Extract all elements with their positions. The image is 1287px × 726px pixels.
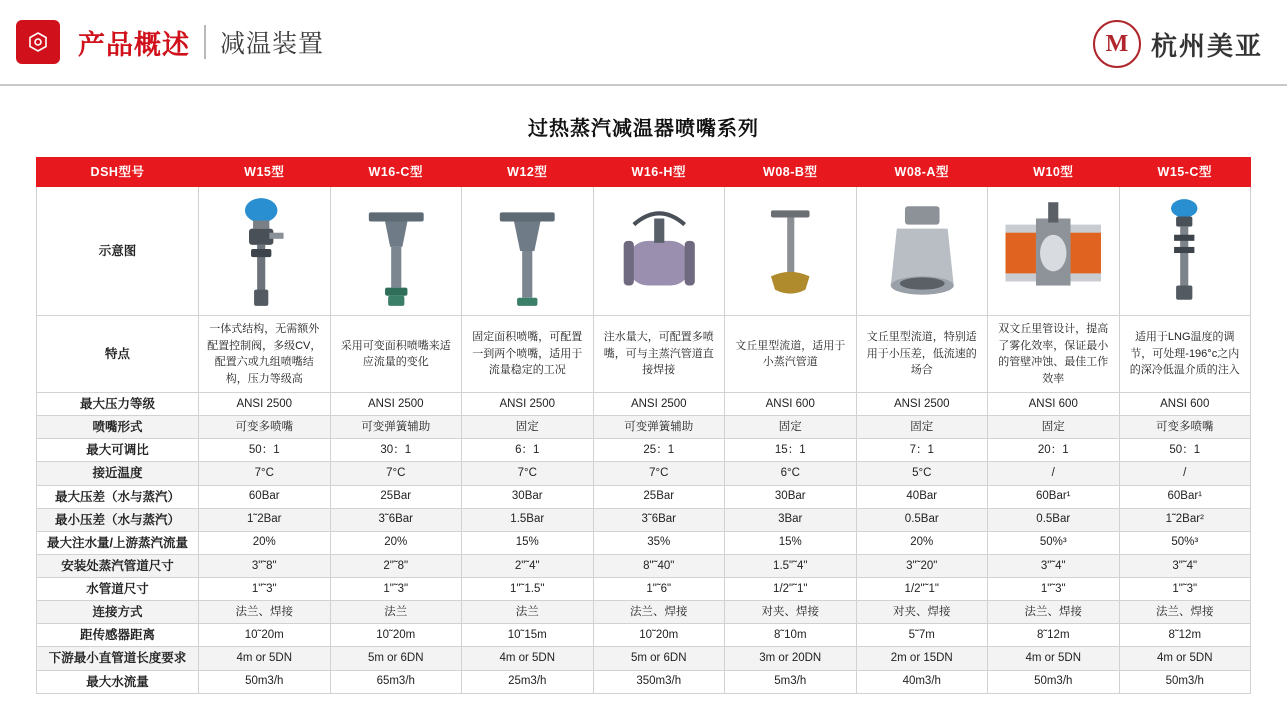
row-label: 水管道尺寸 <box>37 578 199 601</box>
document-title: 过热蒸汽减温器喷嘴系列 <box>528 118 759 140</box>
table-row <box>37 316 1251 393</box>
cell-r10-c3: 1"˜6" <box>593 578 725 601</box>
table-row <box>37 670 1251 693</box>
cell-r10-c7: 1"˜3" <box>1119 578 1251 601</box>
cell-r11-c5: 对夹、焊接 <box>856 601 988 624</box>
cell-r7-c3: 3˜6Bar <box>593 508 725 531</box>
brand-name: 杭州美亚 <box>1150 30 1263 61</box>
row-label: 接近温度 <box>37 462 199 485</box>
column-header-0: DSH型号 <box>37 158 199 187</box>
cell-r12-c3: 10˜20m <box>593 624 725 647</box>
row-label: 最小压差（水与蒸汽） <box>37 508 199 531</box>
table-row <box>37 416 1251 439</box>
row-label: 最大水流量 <box>37 670 199 693</box>
cell-r13-c5: 2m or 15DN <box>856 647 988 670</box>
cell-r7-c0: 1˜2Bar <box>199 508 331 531</box>
cell-r8-c1: 20% <box>330 531 462 554</box>
table-row <box>37 647 1251 670</box>
table-row <box>37 601 1251 624</box>
row-label: 喷嘴形式 <box>37 416 199 439</box>
cell-r2-c1: ANSI 2500 <box>330 393 462 416</box>
cell-r9-c4: 1.5"˜4" <box>725 554 857 577</box>
cell-r6-c5: 40Bar <box>856 485 988 508</box>
cell-r1-c5: 文丘里型流道，特别适用于小压差，低流速的场合 <box>856 316 988 393</box>
column-header-7: W10型 <box>988 158 1120 187</box>
cell-r2-c6: ANSI 600 <box>988 393 1120 416</box>
cell-r12-c4: 8˜10m <box>725 624 857 647</box>
column-header-8: W15-C型 <box>1119 158 1251 187</box>
cell-r7-c2: 1.5Bar <box>462 508 594 531</box>
cell-r4-c2: 6：1 <box>462 439 594 462</box>
table-head <box>37 158 1251 187</box>
cell-r9-c7: 3"˜4" <box>1119 554 1251 577</box>
cell-r4-c3: 25：1 <box>593 439 725 462</box>
cell-r4-c1: 30：1 <box>330 439 462 462</box>
cell-r14-c5: 40m3/h <box>856 670 988 693</box>
cell-r5-c5: 5°C <box>856 462 988 485</box>
spec-table <box>36 157 1251 694</box>
cell-r8-c5: 20% <box>856 531 988 554</box>
cell-r4-c4: 15：1 <box>725 439 857 462</box>
cell-r9-c6: 3"˜4" <box>988 554 1120 577</box>
cell-r10-c0: 1"˜3" <box>199 578 331 601</box>
nozzle-w12-diagram <box>462 187 594 316</box>
cell-r3-c4: 固定 <box>725 416 857 439</box>
nozzle-w16c-diagram <box>330 187 462 316</box>
cell-r7-c4: 3Bar <box>725 508 857 531</box>
cell-r6-c6: 60Bar¹ <box>988 485 1120 508</box>
cell-r2-c3: ANSI 2500 <box>593 393 725 416</box>
cell-r7-c6: 0.5Bar <box>988 508 1120 531</box>
cell-r5-c1: 7°C <box>330 462 462 485</box>
cell-r12-c6: 8˜12m <box>988 624 1120 647</box>
cell-r14-c1: 65m3/h <box>330 670 462 693</box>
cell-r10-c4: 1/2"˜1" <box>725 578 857 601</box>
cell-r13-c3: 5m or 6DN <box>593 647 725 670</box>
cell-r12-c1: 10˜20m <box>330 624 462 647</box>
cell-r12-c0: 10˜20m <box>199 624 331 647</box>
cell-r12-c5: 5˜7m <box>856 624 988 647</box>
cell-r6-c0: 60Bar <box>199 485 331 508</box>
table-row <box>37 485 1251 508</box>
nozzle-w08a-diagram <box>856 187 988 316</box>
cell-r13-c7: 4m or 5DN <box>1119 647 1251 670</box>
cell-r12-c7: 8˜12m <box>1119 624 1251 647</box>
column-header-5: W08-B型 <box>725 158 857 187</box>
row-label: 安装处蒸汽管道尺寸 <box>37 554 199 577</box>
cell-r1-c1: 采用可变面积喷嘴来适应流量的变化 <box>330 316 462 393</box>
cell-r13-c4: 3m or 20DN <box>725 647 857 670</box>
cell-r2-c4: ANSI 600 <box>725 393 857 416</box>
row-label: 最大压差（水与蒸汽） <box>37 485 199 508</box>
cell-r11-c1: 法兰 <box>330 601 462 624</box>
cell-r11-c4: 对夹、焊接 <box>725 601 857 624</box>
cell-r14-c2: 25m3/h <box>462 670 594 693</box>
hexagon-logo-icon <box>16 20 60 64</box>
cell-r13-c0: 4m or 5DN <box>199 647 331 670</box>
cell-r12-c2: 10˜15m <box>462 624 594 647</box>
cell-r10-c6: 1"˜3" <box>988 578 1120 601</box>
cell-r8-c6: 50%³ <box>988 531 1120 554</box>
nozzle-w15c-diagram <box>1119 187 1251 316</box>
cell-r14-c0: 50m3/h <box>199 670 331 693</box>
nozzle-w10-diagram <box>988 187 1120 316</box>
cell-r1-c2: 固定面积喷嘴，可配置一到两个喷嘴，适用于流量稳定的工况 <box>462 316 594 393</box>
cell-r10-c2: 1"˜1.5" <box>462 578 594 601</box>
cell-r4-c5: 7：1 <box>856 439 988 462</box>
cell-r5-c6: / <box>988 462 1120 485</box>
page-subtitle: 减温装置 <box>220 30 325 58</box>
cell-r10-c1: 1"˜3" <box>330 578 462 601</box>
row-label: 距传感器距离 <box>37 624 199 647</box>
row-label: 示意图 <box>37 187 199 316</box>
nozzle-w08b-diagram <box>725 187 857 316</box>
cell-r8-c4: 15% <box>725 531 857 554</box>
cell-r10-c5: 1/2"˜1" <box>856 578 988 601</box>
cell-r6-c2: 30Bar <box>462 485 594 508</box>
cell-r9-c1: 2"˜8" <box>330 554 462 577</box>
cell-r2-c0: ANSI 2500 <box>199 393 331 416</box>
cell-r7-c5: 0.5Bar <box>856 508 988 531</box>
cell-r9-c2: 2"˜4" <box>462 554 594 577</box>
row-label: 特点 <box>37 316 199 393</box>
cell-r1-c3: 注水量大，可配置多喷嘴，可与主蒸汽管道直接焊接 <box>593 316 725 393</box>
cell-r9-c5: 3"˜20" <box>856 554 988 577</box>
cell-r2-c2: ANSI 2500 <box>462 393 594 416</box>
cell-r9-c3: 8"˜40" <box>593 554 725 577</box>
cell-r5-c4: 6°C <box>725 462 857 485</box>
column-header-1: W15型 <box>199 158 331 187</box>
table-row <box>37 508 1251 531</box>
row-label: 最大压力等级 <box>37 393 199 416</box>
cell-r2-c7: ANSI 600 <box>1119 393 1251 416</box>
cell-r2-c5: ANSI 2500 <box>856 393 988 416</box>
column-header-6: W08-A型 <box>856 158 988 187</box>
cell-r4-c7: 50：1 <box>1119 439 1251 462</box>
cell-r1-c6: 双文丘里管设计，提高了雾化效率，保证最小的管壁冲蚀、最佳工作效率 <box>988 316 1120 393</box>
table-header-row <box>37 158 1251 187</box>
column-header-2: W16-C型 <box>330 158 462 187</box>
cell-r11-c6: 法兰、焊接 <box>988 601 1120 624</box>
cell-r8-c7: 50%³ <box>1119 531 1251 554</box>
column-header-4: W16-H型 <box>593 158 725 187</box>
column-header-3: W12型 <box>462 158 594 187</box>
table-row <box>37 578 1251 601</box>
cell-r3-c0: 可变多喷嘴 <box>199 416 331 439</box>
cell-r6-c3: 25Bar <box>593 485 725 508</box>
cell-r7-c1: 3˜6Bar <box>330 508 462 531</box>
nozzle-w16h-diagram <box>593 187 725 316</box>
cell-r8-c3: 35% <box>593 531 725 554</box>
cell-r1-c7: 适用于LNG温度的调节，可处理-196°c之内的深冷低温介质的注入 <box>1119 316 1251 393</box>
cell-r1-c4: 文丘里型流道，适用于小蒸汽管道 <box>725 316 857 393</box>
table-body <box>37 187 1251 694</box>
cell-r5-c0: 7°C <box>199 462 331 485</box>
cell-r9-c0: 3"˜8" <box>199 554 331 577</box>
cell-r5-c2: 7°C <box>462 462 594 485</box>
nozzle-w15-diagram <box>199 187 331 316</box>
cell-r13-c2: 4m or 5DN <box>462 647 594 670</box>
brand-logo <box>1093 20 1263 68</box>
row-label: 连接方式 <box>37 601 199 624</box>
row-label: 最大可调比 <box>37 439 199 462</box>
cell-r7-c7: 1˜2Bar² <box>1119 508 1251 531</box>
cell-r4-c0: 50：1 <box>199 439 331 462</box>
cell-r13-c6: 4m or 5DN <box>988 647 1120 670</box>
cell-r11-c0: 法兰、焊接 <box>199 601 331 624</box>
row-label: 下游最小直管道长度要求 <box>37 647 199 670</box>
page-title: 产品概述 <box>78 29 190 60</box>
header-divider <box>204 25 206 59</box>
cell-r6-c1: 25Bar <box>330 485 462 508</box>
table-row <box>37 393 1251 416</box>
cell-r13-c1: 5m or 6DN <box>330 647 462 670</box>
row-label: 最大注水量/上游蒸汽流量 <box>37 531 199 554</box>
cell-r11-c2: 法兰 <box>462 601 594 624</box>
cell-r3-c7: 可变多喷嘴 <box>1119 416 1251 439</box>
brand-mark-icon: M <box>1093 20 1141 68</box>
table-row <box>37 439 1251 462</box>
cell-r14-c7: 50m3/h <box>1119 670 1251 693</box>
page-header <box>0 0 1287 86</box>
cell-r8-c0: 20% <box>199 531 331 554</box>
table-row <box>37 187 1251 316</box>
cell-r5-c3: 7°C <box>593 462 725 485</box>
table-row <box>37 624 1251 647</box>
table-row <box>37 462 1251 485</box>
cell-r8-c2: 15% <box>462 531 594 554</box>
cell-r6-c4: 30Bar <box>725 485 857 508</box>
cell-r3-c3: 可变弹簧辅助 <box>593 416 725 439</box>
cell-r1-c0: 一体式结构，无需额外配置控制阀，多级CV，配置六或九组喷嘴结构，压力等级高 <box>199 316 331 393</box>
cell-r11-c7: 法兰、焊接 <box>1119 601 1251 624</box>
cell-r3-c6: 固定 <box>988 416 1120 439</box>
spec-table-wrapper <box>36 157 1251 694</box>
cell-r3-c2: 固定 <box>462 416 594 439</box>
cell-r3-c1: 可变弹簧辅助 <box>330 416 462 439</box>
cell-r14-c3: 350m3/h <box>593 670 725 693</box>
cell-r14-c4: 5m3/h <box>725 670 857 693</box>
cell-r14-c6: 50m3/h <box>988 670 1120 693</box>
cell-r6-c7: 60Bar¹ <box>1119 485 1251 508</box>
cell-r4-c6: 20：1 <box>988 439 1120 462</box>
table-row <box>37 554 1251 577</box>
cell-r11-c3: 法兰、焊接 <box>593 601 725 624</box>
cell-r5-c7: / <box>1119 462 1251 485</box>
cell-r3-c5: 固定 <box>856 416 988 439</box>
table-row <box>37 531 1251 554</box>
